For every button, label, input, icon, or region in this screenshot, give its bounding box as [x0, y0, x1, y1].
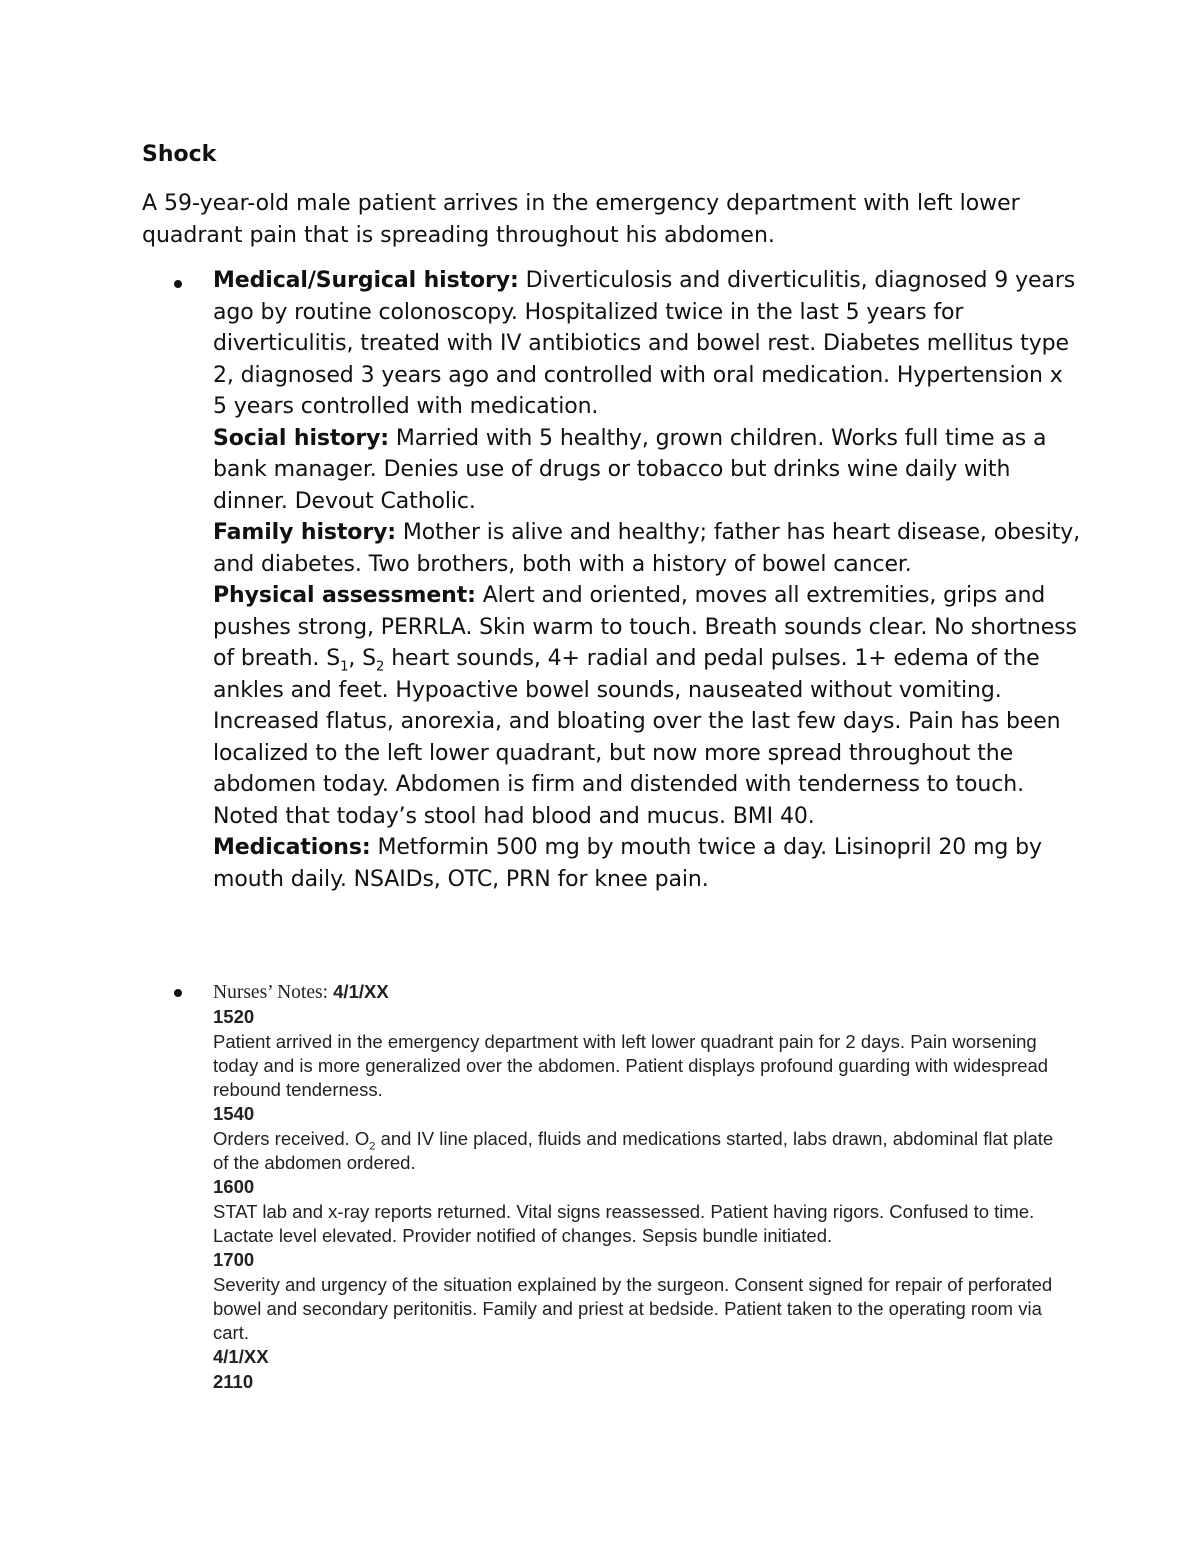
- note-text-part: and IV line placed, fluids and medications started, labs drawn, abdominal flat plate of the abdomen ordered.: [213, 1127, 1054, 1174]
- medical-history-label: Medical/Surgical history:: [213, 268, 519, 293]
- nurses-notes: [213, 980, 1073, 1394]
- medical-history: [213, 265, 1083, 423]
- notes-date: 4/1/XX: [333, 981, 389, 1002]
- note-text: Severity and urgency of the situation explained by the surgeon. Consent signed for repair of perforated bowel and secondary peritonitis. Family and priest at bedside. Patient taken to the operating room via cart.: [213, 1273, 1053, 1344]
- patient-history: [213, 265, 1083, 895]
- physical-assessment: [213, 580, 1083, 832]
- note-text-part: Orders received. O: [213, 1127, 370, 1149]
- family-history-text: Mother is alive and healthy; father has heart disease, obesity, and diabetes. Two brothers, both with a history of bowel cancer.: [213, 520, 1081, 577]
- social-history-label: Social history:: [213, 425, 390, 451]
- medications: [213, 832, 1083, 895]
- note-time: 1600: [213, 1176, 255, 1198]
- note-time: 1700: [213, 1249, 255, 1271]
- note-text: STAT lab and x-ray reports returned. Vital signs reassessed. Patient having rigors. Confused to time. Lactate level elevated. Provider notified of changes. Sepsis bundle initiated.: [213, 1200, 1035, 1246]
- physical-assessment-text-2: , S: [348, 646, 377, 671]
- bullet-icon: [174, 989, 182, 997]
- family-history-label: Family history:: [213, 520, 397, 545]
- family-history: [213, 517, 1083, 580]
- medications-text: Metformin 500 mg by mouth twice a day. Lisinopril 20 mg by mouth daily. NSAIDs, OTC, PRN for knee pain.: [213, 835, 1042, 892]
- note-time: 1540: [213, 1103, 255, 1125]
- notes-date: 4/1/XX: [213, 1346, 269, 1368]
- physical-assessment-text-3: heart sounds, 4+ radial and pedal pulses. 1+ edema of the ankles and feet. Hypoactive bowel sounds, nauseated without vomiting. Increased flatus, anorexia, and bloating over the last few days. Pain has been localized to the left lower quadrant, but now more spread throughout the abdomen today. Abdomen is firm and distended with tenderness to touch. Noted that today’s stool had blood and mucus. BMI 40.: [213, 646, 1061, 829]
- note-time: 2110: [213, 1370, 254, 1392]
- s2-subscript: 2: [376, 659, 385, 675]
- physical-assessment-text-1: Alert and oriented, moves all extremities, grips and pushes strong, PERRLA. Skin warm to touch. Breath sounds clear. No shortness of breath. S: [213, 583, 1077, 671]
- note-time: 1520: [213, 1006, 255, 1028]
- social-history: [213, 423, 1083, 518]
- bullet-icon: [174, 280, 182, 288]
- social-history-text: Married with 5 healthy, grown children. Works full time as a bank manager. Denies use of drugs or tobacco but drinks wine daily with dinner. Devout Catholic.: [213, 425, 1047, 514]
- note-text: [213, 1127, 1073, 1176]
- medical-history-text: Diverticulosis and diverticulitis, diagnosed 9 years ago by routine colonoscopy. Hospitalized twice in the last 5 years for diverticulitis, treated with IV antibiotics and bowel rest. Diabetes mellitus type 2, diagnosed 3 years ago and controlled with oral medication. Hypertension x 5 years controlled with medication.: [213, 268, 1076, 419]
- page-title: Shock: [142, 142, 217, 167]
- case-intro: A 59-year-old male patient arrives in the emergency department with left lower quadrant pain that is spreading throughout his abdomen.: [142, 191, 1020, 248]
- notes-header: [213, 980, 1073, 1005]
- physical-assessment-label: Physical assessment:: [213, 583, 476, 608]
- note-text: Patient arrived in the emergency department with left lower quadrant pain for 2 days. Pain worsening today and is more generalized over the abdomen. Patient displays profound guarding with widespread rebound tenderness.: [213, 1030, 1049, 1101]
- medications-label: Medications:: [213, 835, 371, 860]
- s1-subscript: 1: [340, 659, 349, 675]
- o2-subscript: 2: [369, 1140, 376, 1153]
- notes-label: Nurses’ Notes:: [213, 982, 328, 1003]
